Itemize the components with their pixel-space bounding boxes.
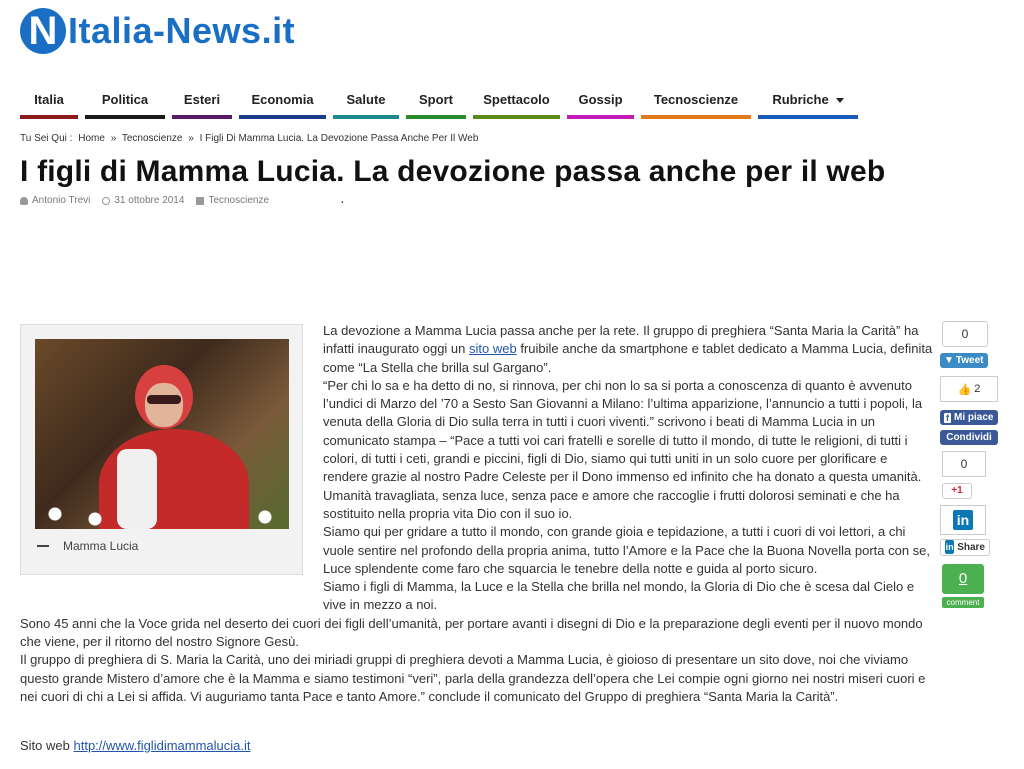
site-logo[interactable] [20,6,295,56]
linkedin-icon: in [953,510,973,530]
like-button[interactable] [940,410,998,425]
meta-dot: . [341,195,344,206]
tweet-label: Tweet [955,355,984,366]
author-link[interactable]: Antonio Trevi [32,195,91,206]
publish-date: 31 ottobre 2014 [114,195,185,206]
chevron-down-icon [836,98,844,103]
logo-icon: N [20,8,66,54]
tweet-count: 0 [942,321,988,347]
linkedin-count-box [940,505,986,535]
site-url-link[interactable]: http://www.figlidimammalucia.it [73,738,251,753]
category-link[interactable]: Tecnoscienze [208,195,270,206]
like-label: Mi piace [954,412,994,423]
twitter-icon: ▼ [944,355,954,366]
caption-text: Mamma Lucia [63,539,139,553]
user-icon [20,197,28,205]
nav-item-sport[interactable] [406,88,466,119]
paragraph: Siamo qui per gridare a tutto il mondo, con grande gioia e tepidazione, a tutti i cuori di voi lettori, a chi vuole sentire nel profondo della propria anima, tutto l’Amore e la Pace che la Buona Novella porta con se, Luce splendente come faro che squarcia le tenebre della notte e guida al porto sicuro. [323,524,931,576]
page-title: I figli di Mamma Lucia. La devozione passa anche per il web [20,155,886,188]
comment-label[interactable]: comment [942,597,984,608]
breadcrumb-separator: » [188,133,194,144]
site-link-line [20,738,251,753]
nav-item-spettacolo[interactable] [473,88,560,119]
paragraph: Il gruppo di preghiera di S. Maria la Carità, uno dei miriadi gruppi di preghiera devoti a Mamma Lucia, è gioioso di presentare un sito dove, noi che viviamo questo grande Mistero d’amore che è la Mamma e siamo testimoni “veri”, parla della grandezza dell’opera che Lei compie ogni giorno nei nostri miseri cuori e nei cuori di chi a Lei si affida. Vi auguriamo tanta Pace e tanto Amore.” conclude il comunicato del Gruppo di preghiera “Santa Maria la Carità”. [20,652,926,704]
breadcrumb [20,133,481,144]
nav-item-gossip[interactable] [567,88,634,119]
nav-label: Gossip [578,92,623,107]
thumbs-up-icon: 👍 [957,383,972,396]
nav-item-rubriche[interactable] [758,88,858,119]
like-count-box [940,376,998,402]
like-count: 2 [974,383,981,395]
logo-text: Italia-News.it [68,10,296,51]
facebook-share-button[interactable]: Condividi [940,430,998,445]
linkedin-mini-icon: in [945,542,954,552]
linkedin-share-label: Share [957,541,985,553]
nav-label: Italia [34,92,64,107]
breadcrumb-category[interactable]: Tecnoscienze [121,133,183,144]
paragraph: Sono 45 anni che la Voce grida nel deserto dei cuori dei figli dell’umanità, per portare avanti i disegni di Dio e la preparazione degli eventi per il nuovo mondo che viene, per il ritorno del nostro Signore Gesù. [20,615,923,650]
main-nav [20,88,865,119]
nav-item-politica[interactable] [85,88,165,119]
gplus-count: 0 [942,451,986,477]
site-label: Sito web [20,738,70,753]
nav-label: Tecnoscienze [653,92,739,107]
nav-item-tecnoscienze[interactable] [641,88,751,119]
linkedin-share-button[interactable] [940,539,990,556]
comment-count[interactable]: 0 [942,564,984,594]
paragraph-text: fruibile anche da smartphone e tablet dedicato a Mamma Lucia, definita come “La Stella che brilla sul Gargano”. [323,341,933,375]
breadcrumb-current: I Figli Di Mamma Lucia. La Devozione Passa Anche Per Il Web [199,133,479,144]
breadcrumb-home[interactable]: Home [78,133,105,144]
figure-spacer [20,322,323,612]
nav-label: Politica [101,92,149,107]
nav-label: Economia [251,92,314,107]
facebook-icon: f [946,412,949,423]
nav-label: Sport [419,92,453,107]
breadcrumb-prefix: Tu Sei Qui : [20,133,73,144]
breadcrumb-separator: » [110,133,117,144]
nav-item-salute[interactable] [333,88,399,119]
nav-item-esteri[interactable] [172,88,232,119]
gplus-button[interactable]: +1 [942,483,972,499]
folder-icon [196,197,204,205]
tweet-button[interactable] [940,353,988,368]
nav-label: Esteri [183,92,221,107]
site-web-link[interactable]: sito web [469,341,517,357]
paragraph-text: La devozione a Mamma Lucia passa anche per la rete. Il gruppo di preghiera “Santa Maria la Carità” ha infatti inaugurato oggi un [323,323,919,357]
share-sidebar [940,321,1000,608]
nav-label: Spettacolo [483,92,550,107]
article-body [20,322,935,706]
nav-label: Rubriche [772,92,829,107]
paragraph: “Per chi lo sa e ha detto di no, si rinnova, per chi non lo sa si porta a conoscenza di quanto è avvenuto l’undici di Marzo del ’70 a Sesto San Giovanni a Milano: l’ultima apparizione, l’annuncio a tutti i popoli, la venuta della Gloria di Dio sulla terra in tutti i cuori viventi.” scrivono i beati di Mamma Lucia in un comunicato stampa – “Pace a tutti voi cari fratelli e sorelle di tutto il mondo, di tutte le religioni, di tutti i colori, di tutti i ceti, grandi e piccini, figli di Dio, siamo qui tutti uniti in un solo cuore per glorificare e rendere grazie al nostro Padre Celeste per il Dono immenso ed infinito che ha donato a questa umanità. Umanità travagliata, senza luce, senza pace e amore che raccoglie i frutti dolorosi seminati e che ha sostituito nella propria vita Dio con il suo io. [323,377,923,521]
article-meta [20,195,356,206]
nav-item-italia[interactable] [20,88,78,119]
nav-label: Salute [346,92,386,107]
clock-icon [102,197,110,205]
nav-item-economia[interactable] [239,88,326,119]
paragraph: Siamo i figli di Mamma, la Luce e la Stella che brilla nel mondo, la Gloria di Dio che è scesa dal Cielo e vive in mezzo a noi. [323,579,915,613]
